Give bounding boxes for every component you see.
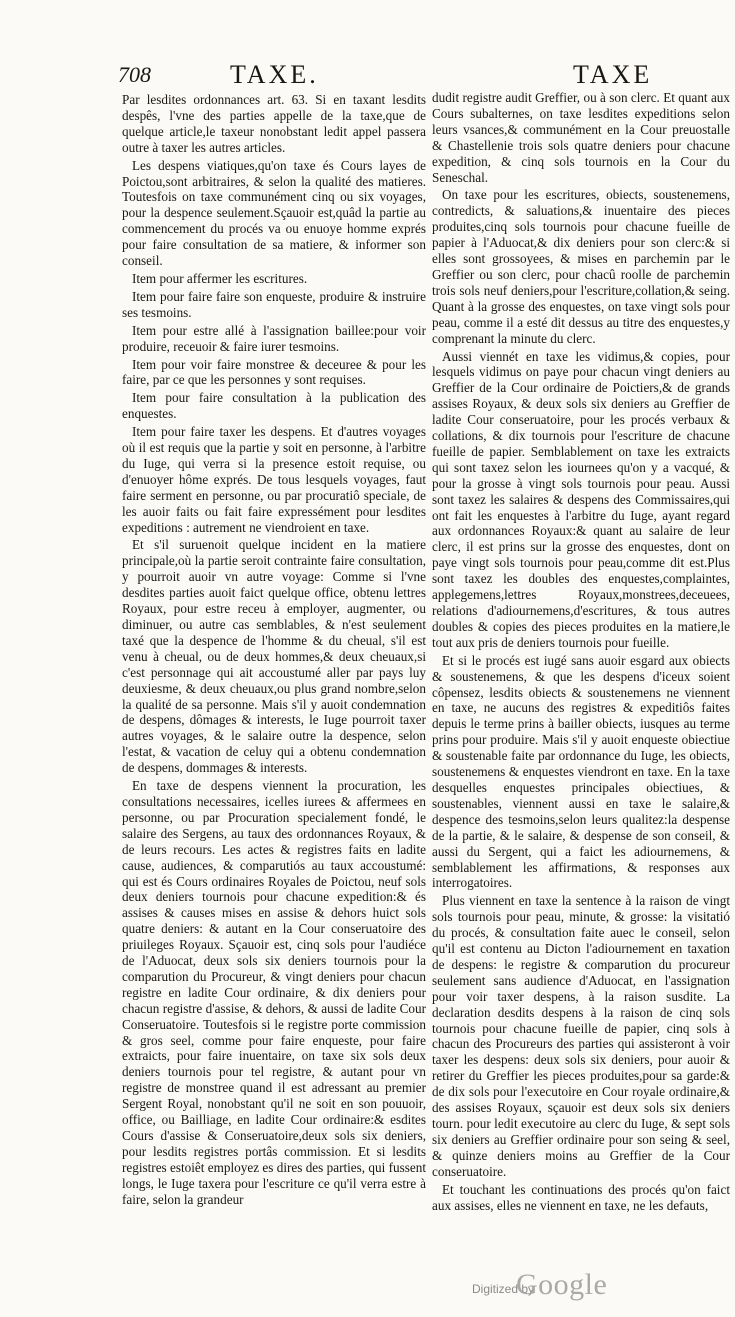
left-column — [122, 92, 426, 1210]
digitized-by-google-watermark — [472, 1268, 642, 1304]
paragraph: Plus viennent en taxe la sentence à la raison de vingt sols tournois pour peau, minute, & grosse: la visitatió du procés, & consultation faite auec le conseil, selon qu'il est contenu au Dicton l'adiournement en taxation de despens: le registre & comparution du procureur seulement sans audience d'Aduocat, en l'assignation pour voir taxer despens, à la raison susdite. La declaration desdits despens à la raison de cinq sols tournois pour chacune fueille de papier, cinq sols à chacun des Procureurs des parties qui assisteront à voir taxer les despens: deux sols six deniers, pour auoir & retirer du Greffier les pieces produites,pour sa garde:& de dix sols pour l'executoire en Cour royale ordinaire,& des assises Royaux, sçauoir est deux sols six deniers tourn. pour ledit executoire au clerc du Iuge, & sept sols six deniers au Greffier ordinaire pour son seing & seel, & quinze deniers moins au Greffier de la Cour conseruatoire. — [432, 893, 730, 1179]
paragraph: Item pour estre allé à l'assignation baillee:pour voir produire, receuoir & faire iurer tesmoins. — [122, 322, 426, 354]
paragraph: Item pour affermer les escritures. — [132, 270, 308, 286]
watermark-prefix: Digitized by — [472, 1282, 535, 1296]
right-column — [432, 90, 730, 1215]
paragraph: On taxe pour les escritures, obiects, soustenemens, contredicts, & saluations,& inuentaire des pieces produites,cinq sols tournois pour chacune fueille de papier à l'Aduocat,& dix deniers pour son clerc:& si elles sont grossoyees, & mises en parchemin par le Greffier ou son clerc, pour chacû roolle de parchemin trois sols neuf deniers,pour l'escriture,collation,& seing. Quant à la grosse des enquestes, on taxe vingt sols pour peau, comme il a esté dit dessus au titre des enquestes,y comprenant la minute du clerc. — [432, 187, 730, 346]
paragraph: Et touchant les continuations des procés qu'on faict aux assises, elles ne viennent en taxe, ne les defauts, — [432, 1181, 730, 1213]
paragraph: Item pour faire taxer les despens. Et d'autres voyages où il est requis que la partie y soit en personne, à l'arbitre du Iuge, qui verra si la presence estoit requise, ou d'enuoyer hôme exprés. De tous lesquels voyages, faut faire serment en personne, ou par procuratiô speciale, de les auoir faits ou fait faire expressément pour lesdites expeditions : autrement ne viendroient en taxe. — [122, 424, 426, 535]
paragraph: Les despens viatiques,qu'on taxe és Cours layes de Poictou,sont arbitraires, & selon la qualité des matieres. Toutesfois on taxe communément cinq ou six voyages, pour la despence seulement.Sçauoir est,quâd la partie au commencement du procés va ou enuoye homme exprés pour faire consultation de sa matiere, & informer son conseil. — [122, 157, 426, 269]
running-title-right: TAXE — [573, 60, 653, 89]
paragraph: Item pour voir faire monstree & deceuree & pour les faire, par ce que les personnes y sont requises. — [122, 356, 426, 388]
paragraph: Item pour faire consultation à la publication des enquestes. — [122, 390, 426, 422]
running-title-left: TAXE. — [230, 60, 319, 89]
google-logo: Google — [516, 1268, 608, 1301]
paragraph: Et s'il suruenoit quelque incident en la matiere principale,où la partie seroit contrainte faire consultation, y pourroit auoir vn autre voyage: Comme si l'vne desdites parties auoit faict quelque office, obtenu lettres Royaux, pour estre receu à employer, augmenter, ou diminuer, ou autre cas semblables, & n'est seulement taxé que la despence de l'homme & du cheual, s'il est venu à cheual, ou de deux hommes,& deux cheuaux,si c'est personnage qui ait accoustumé aller par pays luy deuxiesme, & deux cheuaux,ou plus grand nombre,selon la qualité de sa personne. Mais s'il y auoit condemnation de despens, dômages & interests, le Iuge pourroit taxer autres voyages, & le salaire outre la despence, selon l'estat, & vacation de celuy qui a obtenu condemnation de despens, dommages & interests. — [122, 537, 426, 776]
paragraph: Par lesdites ordonnances art. 63. Si en taxant lesdits despês, l'vne des parties appelle de la taxe,que de quelque article,le taxeur nonobstant ledit appel passera outre à taxer les autres articles. — [122, 92, 426, 155]
paragraph: En taxe de despens viennent la procuration, les consultations necessaires, icelles iurees & affermees en personne, ou par Procuration specialement fondé, le salaire des Sergens, au taux des ordonnances Royaux, & de leurs recours. Les actes & registres faits en ladite cause, audiences, & comparutiós au taux accoustumé: qui est és Cours ordinaires Royales de Poictou, neuf sols deux deniers tournois pour chacune expedition:& és assises & causes mises en assise & dehors huict sols quatre deniers: & autant en la Cour conseruatoire des priuileges Royaux. Sçauoir est, cinq sols pour l'audiéce de l'Aduocat, deux sols six deniers tournois pour la comparution du Procureur, & vingt deniers pour chacun registre en ladite Cour ordinaire, & dix deniers pour chacun registre d'assise, & dehors, & aussi de ladite Cour Conseruatoire. Toutesfois si le registre porte commission & gros seel, comme pour faire enqueste, pour faire extraicts, pour faire inuentaire, on taxe six sols deux deniers tournois pour tel registre, & autant pour vn registre de monstree quand il est adressant au premier Sergent Royal, nonobstant qu'il ne soit en son pouuoir, office, ou Bailliage, en ladite Cour ordinaire:& esdites Cours d'assise & Conseruatoire,deux sols six deniers, pour lesdits registres portâs commission. Et si lesdits registres estoiêt employez es dires des parties, qui fussent longs, le Iuge taxera pour l'escriture ce qu'il verra estre à faire, selon la grandeur — [122, 778, 426, 1207]
running-head — [118, 60, 730, 90]
page-number: 708 — [118, 62, 151, 87]
paragraph: Aussi viennét en taxe les vidimus,& copies, pour lesquels vidimus on paye pour chacun vingt deniers au Greffier de la Cour ordinaire de Poictiers,& de grands assises Royaux, & deux sols six deniers au Greffier de ladite Cour conseruatoire, pour les procés verbaux & collations, & dix tournois pour l'escriture de chacune fueille de papier. Semblablement on taxe les extraicts qui sont taxez selon les iournees qu'on y a vacqué, & pour la grosse à vingt sols tournois pour peau. Aussi sont taxez les salaires & despens des Commissaires,qui ont fait les enquestes à l'arbitre du Iuge, ayant regard aux ordonnances Royaux:& quant au salaire de leur clerc, il est prins sur la grosse des enquestes, dont on paye vingt sols tournois pour peau,comme dit est.Plus sont taxez les doubles des enquestes,complaintes, applegemens,lettres Royaux,monstrees,deceuees, relations d'adiournemens,d'escritures, & tous autres doubles & copies des pieces produites en la matiere,le tout aux pris de deniers tournois pour fueille. — [432, 348, 730, 650]
paragraph: dudit registre audit Greffier, ou à son clerc. Et quant aux Cours subalternes, on taxe lesdites expeditions selon leurs vsances,& communément en la Cour preuostalle & Chastellenie trois sols quatre deniers pour chacune expedition, & cinq sols tournois en la Cour du Seneschal. — [432, 90, 730, 185]
paragraph: Item pour faire faire son enqueste, produire & instruire ses tesmoins. — [122, 288, 426, 320]
paragraph: Et si le procés est iugé sans auoir esgard aux obiects & soustenemens, & que les despens d'iceux soient côpensez, lesdits obiects & soustenemens ne viennent en taxe, ne aucuns des registres & expeditiôs faites depuis le terme prins à bailler obiects, iusques au terme prins pour produire. Mais s'il y auoit enqueste obiectiue & soustenable faite par ordonnance du Iuge, les obiects, soustenemens & enquestes viendront en taxe. En la taxe desquelles enquestes principales obiectiues, & soustenables, viennent aussi en taxe le salaire,& despence des tesmoins,selon leurs qualitez:la despense de la partie, & le salaire, & despense de son conseil, & aussi du Sergent, qui a faict les adiournemens, & semblablement les affirmations, & responses aux interrogatoires. — [432, 652, 730, 891]
